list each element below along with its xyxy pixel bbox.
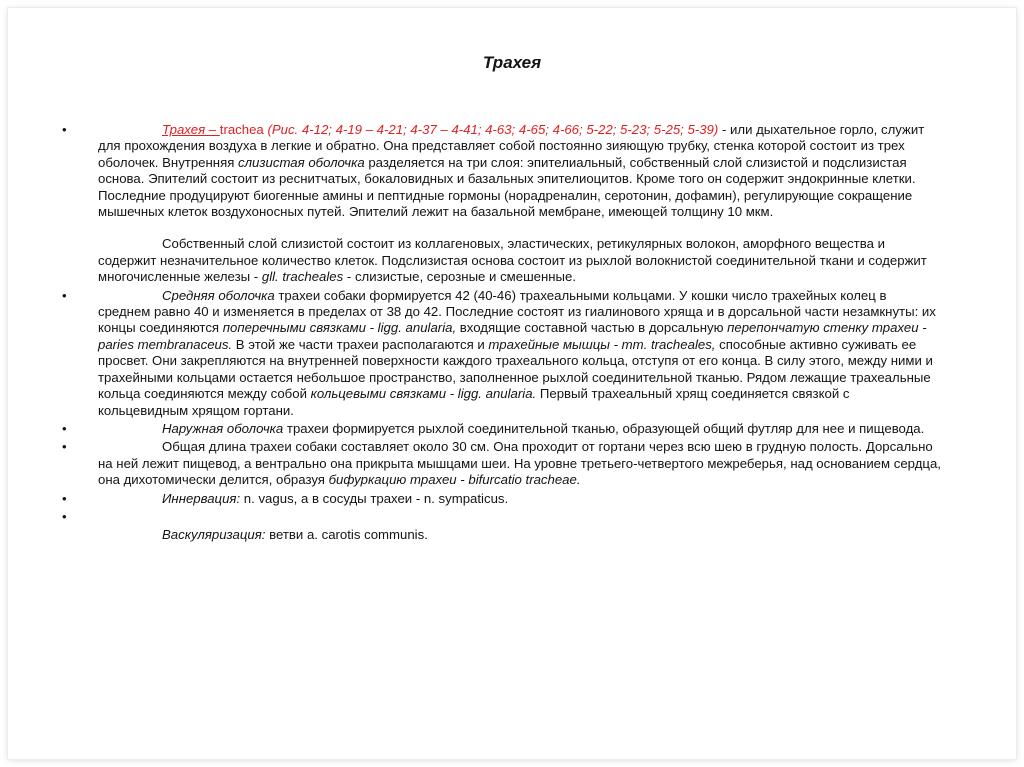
- bullet-list: [62, 122, 942, 544]
- bullet-icon: •: [62, 508, 67, 524]
- list-item: • Наружная оболочка трахеи формируется рыхлой соединительной тканью, образующей общий футляр для нее и пищевода.: [62, 420, 925, 436]
- bullet-icon: •: [62, 420, 67, 436]
- bullet-icon: •: [62, 439, 67, 455]
- list-item: • Средняя оболочка трахеи собаки формируется 42 (40-46) трахеальными кольцами. У кошки число трахейных колец в среднем равно 40 и изменяется в пределах от 38 до 42. Последние состоят из гиалинового хряща и в дорсальной части незамкнуты: их концы соединяются поперечными связками - ligg. anularia, входящие составной частью в дорсальную перепончатую стенку трахеи - paries membranaceus. В этой же части трахеи располагаются и трахейные мышцы - mm. tracheales, способные активно суживать ее просвет. Они закрепляются на внутренней поверхности каждого трахеального кольца, отступя от его конца. В силу этого, между ними и трахейными кольцами остается небольшое пространство, заполненное рыхлой соединительной тканью. Рядом лежащие трахеальные кольца соединяются между собой кольцевыми связками - ligg. anularia. Первый трахеальный хрящ соединяется связкой с кольцевидным хрящом гортани.: [62, 287, 936, 418]
- paragraph: Васкуляризация: ветви a. carotis communis.: [162, 527, 428, 543]
- paragraph: Собственный слой слизистой состоит из коллагеновых, эластических, ретикулярных волокон, аморфного вещества и содержит незначительное количество клеток. Подслизистая основа состоит из рыхлой волокнистой соединительной ткани и содержит многочисленные железы - gll. tracheales - слизистые, серозные и смешенные.: [98, 236, 927, 285]
- slide: [8, 8, 1016, 759]
- list-item: • Иннервация: n. vagus, а в сосуды трахеи - n. sympaticus.: [62, 490, 509, 506]
- list-item: • Общая длина трахеи собаки составляет около 30 см. Она проходит от гортани через всю шею в грудную полость. Дорсально на ней лежит пищевод, а вентрально она прикрыта мышцами шеи. На уровне третьего-четвертого межреберья, над основанием сердца, она дихотомически делится, образуя бифуркацию трахеи - bifurcatio tracheae.: [62, 439, 941, 488]
- bullet-icon: •: [62, 287, 67, 303]
- list-item: • Трахея – trachea (Рис. 4-12; 4-19 – 4-21; 4-37 – 4-41; 4-63; 4-65; 4-66; 5-22; 5-23; 5-25; 5-39) - или дыхательное горло, служит для прохождения воздуха в легкие и обратно. Она представляет собой постоянно зияющую трубку, стенка которой состоит из трех оболочек. Внутренняя слизистая оболочка разделяется на три слоя: эпителиальный, собственный слой слизистой и подслизистая основа. Эпителий состоит из реснитчатых, бокаловидных и базальных эпителиоцитов. Кроме того он содержит эндокринные клетки. Последние продуцируют биогенные амины и пептидные гормоны (норадреналин, серотонин, дофамин), регулирующие сокращение мышечных клеток воздухоносных путей. Эпителий лежит на базальной мембране, имеющей толщину 10 мкм.: [62, 122, 925, 220]
- bullet-icon: •: [62, 122, 67, 137]
- slide-title: Трахея: [482, 53, 542, 72]
- bullet-icon: •: [62, 490, 67, 506]
- list-item: [62, 509, 942, 525]
